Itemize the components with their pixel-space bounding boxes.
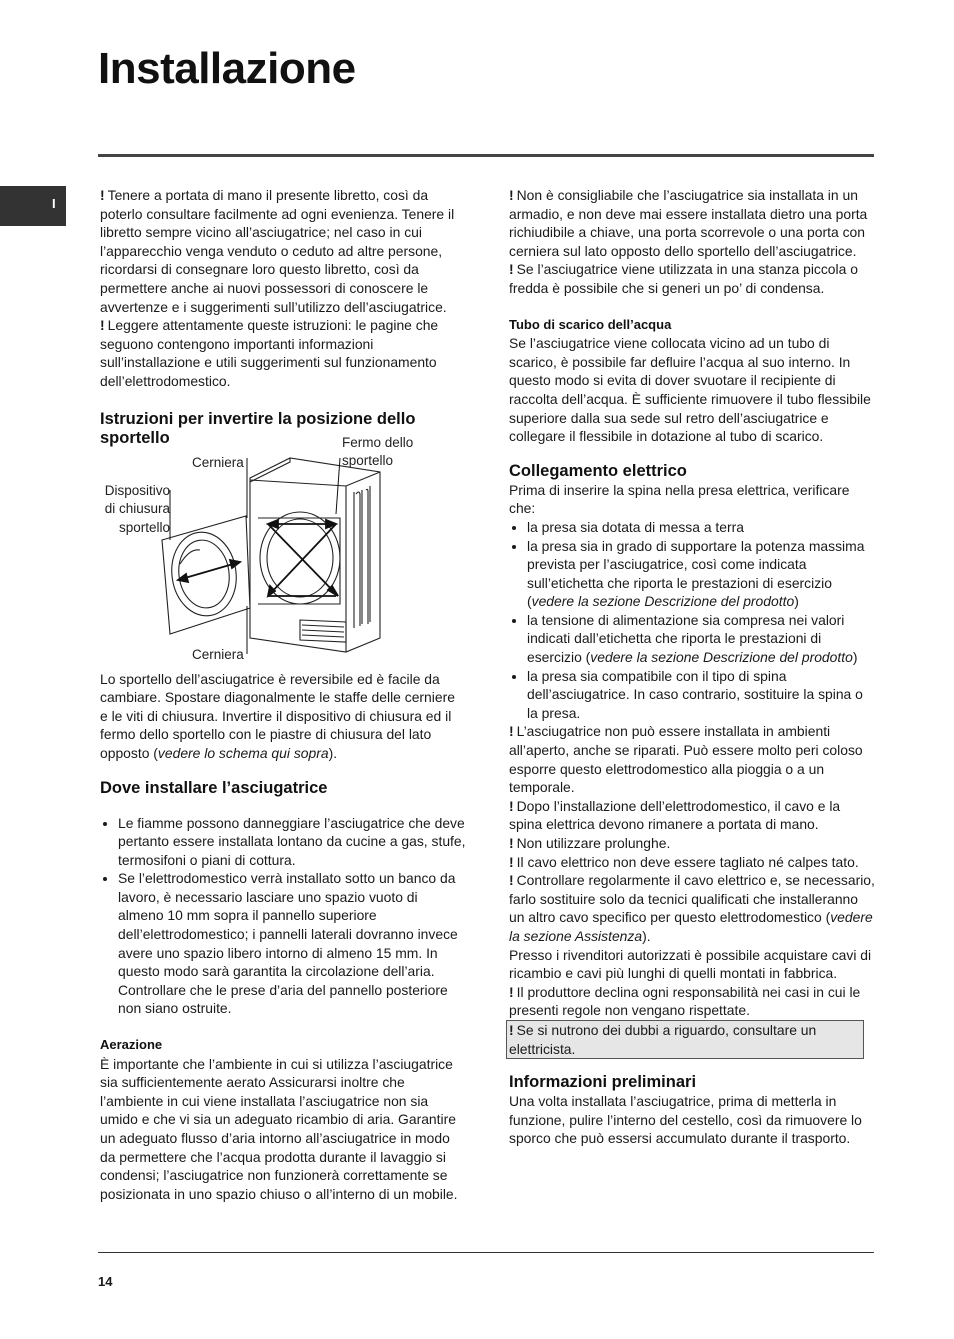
where-to-install-heading: Dove installare l’asciugatrice [100, 778, 328, 797]
warning-electrician-box: ! Se si nutrono dei dubbi a riguardo, consultare un elettricista. [506, 1020, 864, 1059]
list-item: • la presa sia dotata di messa a terra [527, 518, 875, 537]
cabinet-warning: ! Non è consigliabile che l’asciugatrice sia installata in un armadio, e non deve mai essere installata dietro una porta richiudibile a chiave, una porta scorrevole o una porta con cerniera sul lato opposto dello sportello dell’asciugatrice. [509, 187, 868, 259]
warning-outdoor: ! L’asciugatrice non può essere installata in ambienti all’aperto, anche se riparati. Può essere molto peri coloso esporre questo elettrodomestico alla pioggia o a un temporale. [509, 723, 863, 796]
list-item: • Le fiamme possono danneggiare l’asciugatrice che deve pertanto essere installata lontano da cucine a gas, stufe, termosifoni o piani di cottura. [118, 814, 466, 870]
warning-cable-check: ! Controllare regolarmente il cavo elettrico e, se necessario, farlo sostituire solo da tecnici qualificati che installeranno un altro cavo specifico per questo elettrodomestico (vedere la sezione Assistenza). [509, 872, 875, 944]
aeration-heading: Aerazione [100, 1037, 163, 1053]
warning-icon: ! [509, 187, 514, 203]
warning-icon: ! [509, 872, 514, 889]
preliminary-heading: Informazioni preliminari [509, 1073, 697, 1092]
warning-icon: ! [509, 261, 514, 278]
intro-paragraph-2: ! Leggere attentamente queste istruzioni: le pagine che seguono contengono importanti informazioni sull’installazione e utili suggerimenti sul funzionamento dell’elettrodomestico. [100, 317, 439, 389]
warning-icon: ! [100, 317, 105, 334]
aeration-text: È importante che l’ambiente in cui si utilizza l’asciugatrice sia sufficientemente aerato Assicurarsi inoltre che l’ambiente in cui viene installata l’asciugatrice non sia umido e che vi sia un adeguato ricambio di aria. Garantire un adeguato flusso d’aria intorno all’asciugatrice in modo da permettere che l’acqua prodotta durante il lavaggio si condensi; l’asciugatrice non funzionerà correttamente se posizionata in uno spazio chiuso o all’interno di un mobile. [100, 1055, 458, 1202]
spare-cables-text: Presso i rivenditori autorizzati è possibile acquistare cavi di ricambio e cavi più lunghi di quelli montati in fabbrica. [509, 946, 872, 982]
label-cerniera-bottom: Cerniera [192, 646, 244, 662]
where-to-install-list [100, 814, 466, 1019]
warning-reach: ! Dopo l’installazione dell’elettrodomestico, il cavo e la spina elettrica devono rimanere a portata di mano. [509, 797, 841, 833]
list-item: • la presa sia compatibile con il tipo di spina dell’asciugatrice. In caso contrario, sostituire la spina o la presa. [527, 667, 875, 723]
drain-text: Se l’asciugatrice viene collocata vicino ad un tubo di scarico, è possibile far defluire l’acqua al suo interno. In questo modo si evita di dover svuotare il recipiente di raccolta dell’acqua. È sufficiente rimuovere il tubo flessibile superiore dalla sua sede sul retro dell’asciugatrice e collegare il flessibile in dotazione al tubo di scarico. [509, 335, 871, 445]
page-title: Installazione [98, 44, 356, 93]
electrical-intro: Prima di inserire la spina nella presa elettrica, verificare che: [509, 481, 850, 517]
label-dispositivo-chiusura: Dispositivo di chiusura sportello [104, 482, 170, 535]
warning-icon: ! [509, 835, 514, 851]
drain-heading: Tubo di scarico dell’acqua [509, 316, 672, 332]
warning-extension: ! Non utilizzare prolunghe. [509, 835, 671, 851]
page-number: 14 [98, 1274, 113, 1289]
warning-icon: ! [100, 187, 105, 203]
electrical-checklist [509, 518, 875, 723]
warning-icon: ! [509, 797, 514, 814]
top-rule [98, 154, 874, 157]
door-reversal-diagram [100, 428, 466, 664]
warning-icon: ! [509, 723, 514, 740]
preliminary-text: Una volta installata l’asciugatrice, prima di metterla in funzione, pulire l’interno del cestello, così da rimuovere lo sporco che può essersi accumulato durante il trasporto. [509, 1093, 862, 1147]
label-cerniera-top: Cerniera [192, 454, 244, 470]
warning-icon: ! [509, 853, 514, 870]
door-reversal-text: Lo sportello dell’asciugatrice è reversibile ed è facile da cambiare. Spostare diagonalmente le staffe delle cerniere e le viti di chiusura. Invertire il dispositivo di chiusura ed il fermo dello sportello con le piastre di chiusura del lato opposto (vedere lo schema qui sopra). [100, 670, 455, 761]
list-item: • la presa sia in grado di supportare la potenza massima prevista per l’asciugatrice, così come indicata sull’etichetta che riporta le prestazioni di esercizio (vedere la sezione Descrizione del prodotto) [527, 537, 875, 611]
condensation-warning: ! Se l’asciugatrice viene utilizzata in una stanza piccola o fredda è possibile che si generi un po’ di condensa. [509, 261, 858, 296]
warning-cable-cut: ! Il cavo elettrico non deve essere tagliato né calpes tato. [509, 853, 859, 870]
warning-liability: ! Il produttore declina ogni responsabilità nei casi in cui le presenti regole non vengano rispettate. [509, 983, 861, 1019]
language-tab-label: I [52, 196, 56, 211]
electrical-heading: Collegamento elettrico [509, 461, 687, 480]
bottom-rule [98, 1252, 874, 1253]
warning-icon: ! [509, 1021, 514, 1038]
intro-paragraph-1: ! Tenere a portata di mano il presente libretto, così da poterlo consultare facilmente ad ogni evenienza. Tenere il libretto sempre vicino all’asciugatrice; nel caso in cui l’apparecchio venga venduto o ceduto ad altre persone, ricordarsi di consegnare loro questo libretto, così da permettere anche ai nuovi possessori di conoscere le avvertenze e i suggerimenti sull’utilizzo dell’asciugatrice. [100, 187, 455, 315]
list-item: • la tensione di alimentazione sia compresa nei valori indicati dall’etichetta che riporta le prestazioni di esercizio (vedere la sezione Descrizione del prodotto) [527, 611, 875, 667]
warning-icon: ! [509, 983, 514, 1000]
list-item: • Se l’elettrodomestico verrà installato sotto un banco da lavoro, è necessario lasciare uno spazio vuoto di almeno 10 mm sopra il pannello superiore dell’elettrodomestico; i pannelli laterali dovranno invece avere uno spazio libero intorno di almeno 15 mm. In questo modo sarà garantita la circolazione dell’aria. Controllare che le prese d’aria del pannello posteriore non siano ostruite. [118, 869, 466, 1018]
right-column [509, 186, 875, 1148]
left-column [100, 186, 466, 1203]
door-reversal-heading: Istruzioni per invertire la posizione dello sportello [100, 409, 416, 447]
dryer-drawing [100, 428, 466, 664]
language-tab [0, 186, 66, 226]
label-fermo-sportello: Fermo dello sportello [342, 434, 414, 469]
